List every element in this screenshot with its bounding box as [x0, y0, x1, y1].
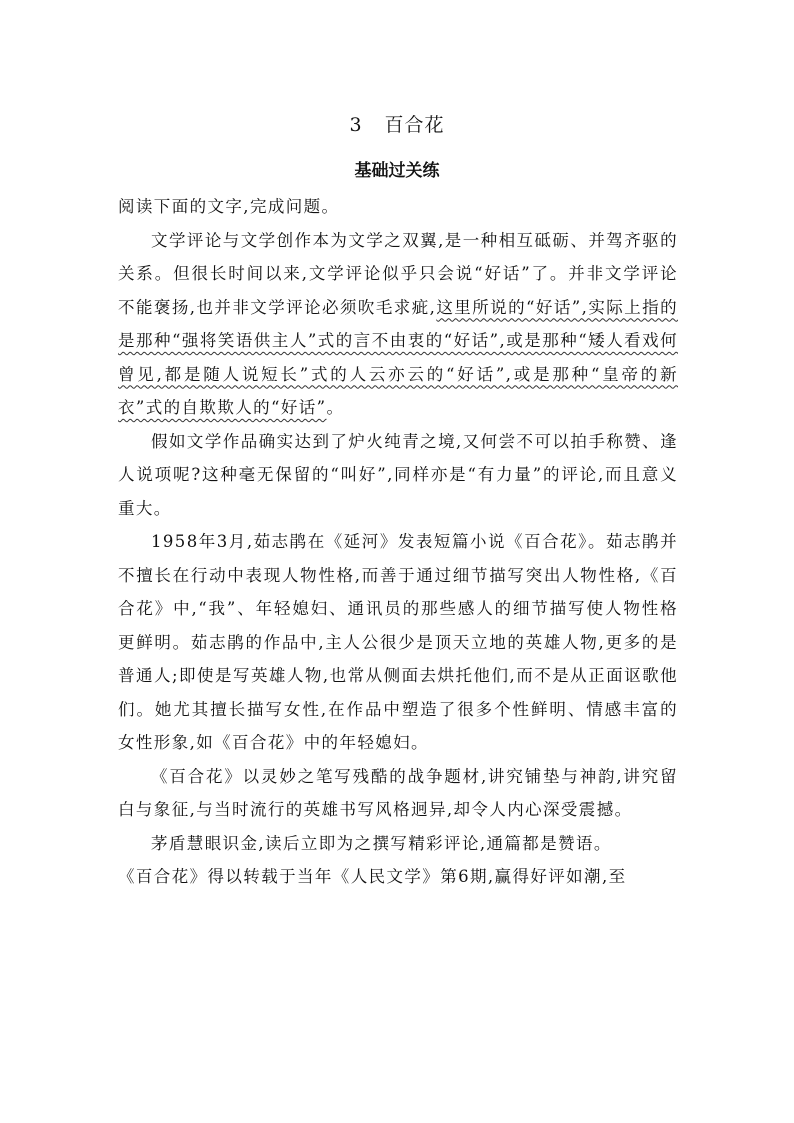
- paragraph-3: 1958年3月,茹志鹃在《延河》发表短篇小说《百合花》。茹志鹃并不擅长在行动中表现人物性格,而善于通过细节描写突出人物性格,《百合花》中,“我”、年轻媳妇、通讯员的那些感人的细节描写使人物性格更鲜明。茹志鹃的作品中,主人公很少是顶天立地的英雄人物,更多的是普通人;即使是写英雄人物,也常从侧面去烘托他们,而不是从正面讴歌他们。她尤其擅长描写女性,在作品中塑造了很多个性鲜明、情感丰富的女性形象,如《百合花》中的年轻媳妇。: [118, 532, 678, 752]
- paragraph-4: 《百合花》以灵妙之笔写残酷的战争题材,讲究铺垫与神韵,讲究留白与象征,与当时流行的英雄书写风格迥异,却令人内心深受震撼。: [118, 766, 678, 819]
- section-subtitle: 基础过关练: [354, 161, 440, 181]
- paragraph-1: [118, 224, 678, 425]
- paragraph-1-lead: 文学评论与文学创作本为文学之双翼,是一种相互砥砺、并驾齐驱的关系。但很长时间以来,文学评论似乎只会说“好话”了。并非文学评论不能褒扬,也并非文学评论必须吹毛求疵,: [118, 230, 678, 317]
- instruction-text: 阅读下面的文字,完成问题。: [118, 197, 340, 216]
- title-number: 3: [349, 114, 363, 136]
- paragraph-5: 茅盾慧眼识金,读后立即为之撰写精彩评论,通篇都是赞语。: [151, 833, 612, 853]
- paragraph-6: 《百合花》得以转载于当年《人民文学》第6期,赢得好评如潮,至: [118, 867, 627, 886]
- paragraph-1-end: 。: [326, 398, 345, 417]
- page-title: [0, 110, 794, 137]
- paragraph-2: 假如文学作品确实达到了炉火纯青之境,又何尝不可以拍手称赞、逢人说项呢?这种毫无保留的“叫好”,同样亦是“有力量”的评论,而且意义重大。: [118, 431, 678, 518]
- title-text: 百合花: [384, 114, 445, 136]
- reading-passage: [118, 190, 678, 894]
- underlined-sentence: 这里所说的“好话”,实际上指的是那种“强将笑语供主人”式的言不由衷的“好话”,或是那种“矮人看戏何曾见,都是随人说短长”式的人云亦云的“好话”,或是那种“皇帝的新衣”式的自欺欺人的“好话”: [118, 297, 678, 417]
